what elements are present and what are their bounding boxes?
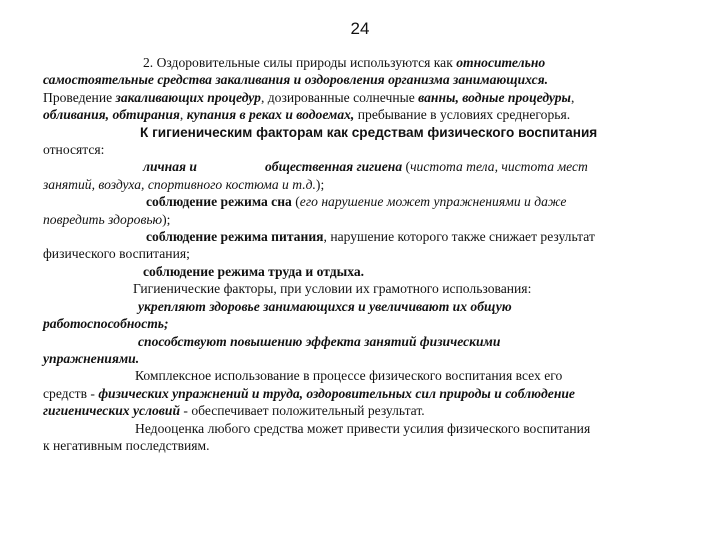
text-line: обливания, обтирания, купания в реках и водоемах, пребывание в условиях среднегорья. <box>43 107 571 123</box>
text-line: 2. Оздоровительные силы природы используются как относительно <box>143 55 546 70</box>
text-line: самостоятельные средства закаливания и оздоровления организма занимающихся. <box>43 72 549 88</box>
text-line: соблюдение режима питания, нарушение которого также снижает результат <box>146 229 595 245</box>
text-line: гигиенических условий - обеспечивает положительный результат. <box>43 403 425 419</box>
text-line: Комплексное использование в процессе физического воспитания всех его <box>135 368 563 384</box>
text-line: соблюдение режима труда и отдыха. <box>143 263 365 279</box>
text-line: повредить здоровью); <box>43 211 171 227</box>
text-line: относятся: <box>43 142 105 158</box>
text-line: работоспособность; <box>43 316 169 332</box>
text-line: соблюдение режима сна (его нарушение может упражнениями и даже <box>146 194 567 210</box>
text-line: занятий, воздуха, спортивного костюма и т.д.); <box>43 176 325 192</box>
document-body <box>43 54 683 454</box>
text-line: к негативным последствиям. <box>43 437 210 453</box>
text-line: Проведение закаливающих процедур, дозированные солнечные ванны, водные процедуры, <box>43 89 575 105</box>
text-line: способствуют повышению эффекта занятий физическими <box>138 333 501 349</box>
text-line: средств - физических упражнений и труда, оздоровительных сил природы и соблюдение <box>43 385 575 401</box>
text-line: Гигиенические факторы, при условии их грамотного использования: <box>133 281 532 297</box>
text-line: упражнениями. <box>43 350 140 366</box>
text-line: физического воспитания; <box>43 246 190 262</box>
text-line: укрепляют здоровье занимающихся и увеличивают их общую <box>138 298 512 314</box>
text-line: личная и общественная гигиена (чистота тела, чистота мест <box>143 159 588 175</box>
page-number: 24 <box>350 19 370 38</box>
section-heading: К гигиеническим факторам как средствам физического воспитания <box>140 124 598 140</box>
text-line: Недооценка любого средства может привести усилия физического воспитания <box>135 420 591 436</box>
